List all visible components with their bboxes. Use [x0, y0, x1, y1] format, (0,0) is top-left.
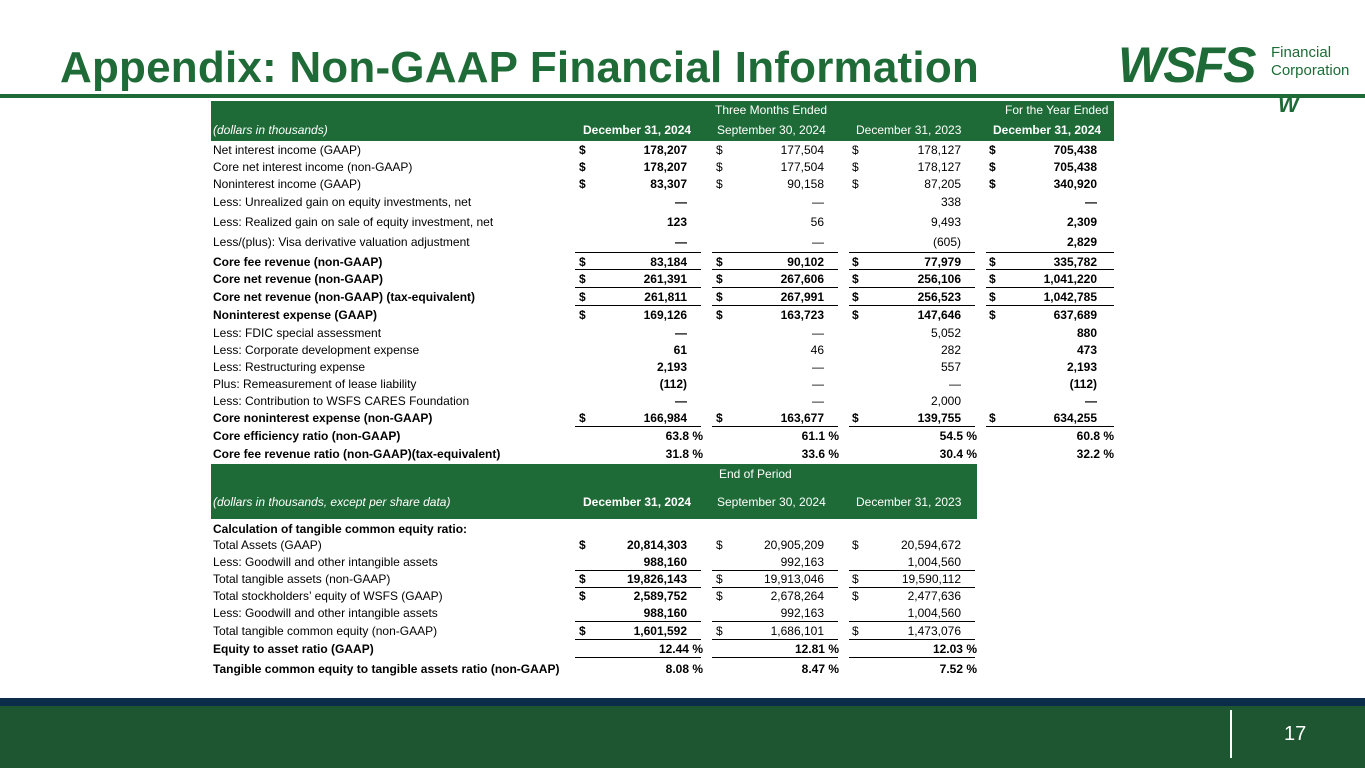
- cell-value: (605): [932, 235, 961, 249]
- total-underline: [575, 587, 701, 588]
- cell-value: —: [812, 326, 824, 340]
- currency-symbol: $: [716, 572, 723, 586]
- cell-value: 83,307: [650, 177, 687, 191]
- table-row: [211, 342, 1114, 359]
- currency-symbol: $: [716, 308, 723, 322]
- table2-units: (dollars in thousands, except per share data): [213, 495, 451, 509]
- logo-sub-corporation: Corporation: [1271, 62, 1350, 79]
- row-label: Less/(plus): Visa derivative valuation adjustment: [213, 235, 470, 249]
- cell-value: —: [675, 235, 687, 249]
- row-label: Plus: Remeasurement of lease liability: [213, 377, 417, 391]
- cell-value: 1,042,785: [1043, 290, 1097, 304]
- cell-value: 2,000: [930, 394, 961, 408]
- cell-value: 139,755: [917, 411, 961, 425]
- total-underline: [575, 570, 701, 571]
- currency-symbol: $: [989, 177, 996, 191]
- cell-value: —: [812, 394, 824, 408]
- total-underline: [986, 305, 1114, 306]
- cell-value: 1,041,220: [1043, 272, 1097, 286]
- table-row: [211, 393, 1114, 410]
- currency-symbol: $: [579, 290, 586, 304]
- currency-symbol: $: [716, 589, 723, 603]
- currency-symbol: $: [989, 255, 996, 269]
- currency-symbol: $: [716, 177, 723, 191]
- table1-units: (dollars in thousands): [213, 123, 328, 137]
- row-label: Total tangible assets (non-GAAP): [213, 572, 391, 586]
- total-underline: [575, 305, 701, 306]
- currency-symbol: $: [852, 272, 859, 286]
- cell-value: 12.44 %: [658, 642, 703, 656]
- total-underline: [575, 657, 701, 658]
- cell-value: —: [675, 394, 687, 408]
- table1-group-year: For the Year Ended: [1005, 103, 1109, 117]
- cell-value: 90,158: [787, 177, 824, 191]
- cell-value: 20,814,303: [626, 538, 687, 552]
- total-underline: [712, 587, 838, 588]
- table-row: [211, 623, 977, 640]
- cell-value: 163,677: [780, 411, 824, 425]
- total-underline: [849, 252, 975, 253]
- cell-value: 267,606: [780, 272, 824, 286]
- currency-symbol: $: [716, 160, 723, 174]
- cell-value: 77,979: [924, 255, 961, 269]
- row-label: Core fee revenue ratio (non-GAAP)(tax-equivalent): [213, 447, 501, 461]
- cell-value: 637,689: [1053, 308, 1097, 322]
- cell-value: 557: [940, 360, 961, 374]
- cell-value: 178,207: [643, 143, 687, 157]
- table-row: [211, 271, 1114, 288]
- cell-value: —: [812, 195, 824, 209]
- currency-symbol: $: [579, 272, 586, 286]
- cell-value: 2,477,636: [907, 589, 961, 603]
- cell-value: 705,438: [1053, 160, 1097, 174]
- table-row: [211, 234, 1114, 251]
- page-number: 17: [1284, 723, 1307, 745]
- table-row: [211, 641, 977, 658]
- cell-value: 20,594,672: [900, 538, 961, 552]
- total-underline: [712, 657, 838, 658]
- total-underline: [712, 426, 838, 427]
- table-row: [211, 588, 977, 605]
- cell-value: 178,127: [917, 160, 961, 174]
- currency-symbol: $: [852, 160, 859, 174]
- total-underline: [849, 657, 975, 658]
- cell-value: —: [1085, 195, 1097, 209]
- footer-band: [0, 706, 1365, 768]
- row-label: Noninterest income (GAAP): [213, 177, 362, 191]
- currency-symbol: $: [579, 589, 586, 603]
- page-title: Appendix: Non-GAAP Financial Information: [60, 43, 979, 92]
- currency-symbol: $: [852, 177, 859, 191]
- currency-symbol: $: [579, 177, 586, 191]
- row-label: Core fee revenue (non-GAAP): [213, 255, 383, 269]
- cell-value: 2,193: [1066, 360, 1097, 374]
- table1-header: [211, 101, 1114, 141]
- cell-value: 20,905,209: [763, 538, 824, 552]
- row-label: Less: Restructuring expense: [213, 360, 366, 374]
- table-row: [211, 554, 977, 571]
- currency-symbol: $: [989, 143, 996, 157]
- row-label: Tangible common equity to tangible assets ratio (non-GAAP): [213, 662, 560, 676]
- cell-value: 992,163: [780, 606, 824, 620]
- cell-value: 2,193: [656, 360, 687, 374]
- total-underline: [712, 621, 838, 622]
- table-row: [211, 176, 1114, 193]
- table2-group-end-of-period: End of Period: [719, 467, 792, 481]
- currency-symbol: $: [852, 538, 859, 552]
- cell-value: 634,255: [1053, 411, 1097, 425]
- cell-value: —: [675, 195, 687, 209]
- row-label: Less: Goodwill and other intangible assets: [213, 606, 438, 620]
- row-label: Less: Goodwill and other intangible assets: [213, 555, 438, 569]
- row-label: Noninterest expense (GAAP): [213, 308, 378, 322]
- cell-value: 147,646: [917, 308, 961, 322]
- table-row: [211, 325, 1114, 342]
- table-row: [211, 571, 977, 588]
- cell-value: 32.2 %: [1076, 447, 1114, 461]
- cell-value: 988,160: [643, 606, 687, 620]
- row-label: Total stockholders’ equity of WSFS (GAAP): [213, 589, 443, 603]
- row-label: Less: Contribution to WSFS CARES Foundation: [213, 394, 470, 408]
- table-row: [211, 214, 1114, 231]
- currency-symbol: $: [716, 538, 723, 552]
- cell-value: 282: [940, 343, 961, 357]
- cell-value: 90,102: [787, 255, 824, 269]
- table2-col-1: December 31, 2024: [583, 495, 692, 509]
- table-row: [211, 359, 1114, 376]
- cell-value: —: [812, 360, 824, 374]
- table-row: [211, 537, 977, 554]
- cell-value: 12.81 %: [794, 642, 839, 656]
- cell-value: 473: [1076, 343, 1097, 357]
- cell-value: —: [812, 235, 824, 249]
- cell-value: 177,504: [780, 143, 824, 157]
- row-label: Core noninterest expense (non-GAAP): [213, 411, 433, 425]
- cell-value: 169,126: [643, 308, 687, 322]
- cell-value: 177,504: [780, 160, 824, 174]
- logo-subtitle: [1271, 44, 1349, 80]
- currency-symbol: $: [852, 624, 859, 638]
- currency-symbol: $: [989, 290, 996, 304]
- section-label: Calculation of tangible common equity ratio:: [213, 522, 468, 536]
- cell-value: —: [812, 377, 824, 391]
- row-label: Less: Realized gain on sale of equity investment, net: [213, 215, 494, 229]
- table-row: [211, 410, 1114, 427]
- currency-symbol: $: [852, 411, 859, 425]
- total-underline: [575, 287, 701, 288]
- total-underline: [575, 426, 701, 427]
- cell-value: 335,782: [1053, 255, 1097, 269]
- currency-symbol: $: [852, 589, 859, 603]
- cell-value: 61: [673, 343, 687, 357]
- table-row: [211, 605, 977, 622]
- total-underline: [849, 426, 975, 427]
- cell-value: 261,391: [643, 272, 687, 286]
- logo-w-mark: W: [1278, 92, 1299, 117]
- currency-symbol: $: [716, 143, 723, 157]
- total-underline: [986, 252, 1114, 253]
- total-underline: [575, 639, 701, 640]
- table1-col-2: September 30, 2024: [717, 123, 826, 137]
- logo-sub-financial: Financial: [1271, 44, 1332, 61]
- cell-value: 123: [666, 215, 687, 229]
- total-underline: [712, 287, 838, 288]
- row-label: Core net revenue (non-GAAP) (tax-equivalent): [213, 290, 476, 304]
- table-row: [211, 428, 1114, 445]
- total-underline: [849, 621, 975, 622]
- cell-value: 2,678,264: [770, 589, 824, 603]
- currency-symbol: $: [852, 572, 859, 586]
- total-underline: [575, 269, 701, 270]
- cell-value: 2,829: [1066, 235, 1097, 249]
- table1-col-4: December 31, 2024: [993, 123, 1102, 137]
- cell-value: 8.47 %: [801, 662, 839, 676]
- logo-wordmark: WSFS: [1118, 37, 1255, 93]
- total-underline: [712, 252, 838, 253]
- cell-value: 1,473,076: [907, 624, 961, 638]
- currency-symbol: $: [579, 624, 586, 638]
- cell-value: 880: [1076, 326, 1097, 340]
- cell-value: —: [675, 326, 687, 340]
- cell-value: 61.1 %: [801, 429, 839, 443]
- total-underline: [849, 305, 975, 306]
- cell-value: 166,984: [643, 411, 687, 425]
- cell-value: 340,920: [1053, 177, 1097, 191]
- cell-value: 19,590,112: [901, 572, 961, 586]
- currency-symbol: $: [716, 411, 723, 425]
- cell-value: —: [949, 377, 961, 391]
- cell-value: 1,686,101: [770, 624, 824, 638]
- currency-symbol: $: [579, 308, 586, 322]
- table1-col-3: December 31, 2023: [856, 123, 962, 137]
- currency-symbol: $: [852, 308, 859, 322]
- total-underline: [712, 570, 838, 571]
- total-underline: [849, 639, 975, 640]
- row-label: Less: FDIC special assessment: [213, 326, 382, 340]
- cell-value: 163,723: [780, 308, 824, 322]
- row-label: Less: Unrealized gain on equity investments, net: [213, 195, 472, 209]
- total-underline: [986, 287, 1114, 288]
- cell-value: 83,184: [650, 255, 687, 269]
- cell-value: —: [1085, 394, 1097, 408]
- cell-value: 178,207: [643, 160, 687, 174]
- cell-value: 19,826,143: [626, 572, 687, 586]
- currency-symbol: $: [579, 143, 586, 157]
- currency-symbol: $: [852, 290, 859, 304]
- cell-value: 9,493: [930, 215, 961, 229]
- cell-value: 46: [810, 343, 824, 357]
- table-row: [211, 289, 1114, 306]
- table2-col-3: December 31, 2023: [856, 495, 962, 509]
- total-underline: [712, 269, 838, 270]
- currency-symbol: $: [579, 411, 586, 425]
- cell-value: 54.5 %: [939, 429, 977, 443]
- table-row: [211, 307, 1114, 324]
- cell-value: 7.52 %: [939, 662, 977, 676]
- currency-symbol: $: [579, 538, 586, 552]
- cell-value: 1,601,592: [633, 624, 687, 638]
- cell-value: 56: [810, 215, 824, 229]
- currency-symbol: $: [989, 411, 996, 425]
- cell-value: 256,106: [917, 272, 961, 286]
- row-label: Less: Corporate development expense: [213, 343, 420, 357]
- row-label: Core efficiency ratio (non-GAAP): [213, 429, 401, 443]
- cell-value: 2,309: [1066, 215, 1097, 229]
- cell-value: 12.03 %: [932, 642, 977, 656]
- cell-value: 33.6 %: [801, 447, 839, 461]
- wsfs-logo: [1118, 37, 1350, 120]
- cell-value: 5,052: [930, 326, 961, 340]
- cell-value: 256,523: [917, 290, 961, 304]
- currency-symbol: $: [852, 143, 859, 157]
- total-underline: [849, 287, 975, 288]
- currency-symbol: $: [579, 572, 586, 586]
- currency-symbol: $: [852, 255, 859, 269]
- total-underline: [712, 305, 838, 306]
- cell-value: 338: [940, 195, 961, 209]
- total-underline: [849, 587, 975, 588]
- cell-value: 63.8 %: [665, 429, 703, 443]
- table-row: [211, 376, 1114, 393]
- row-label: Core net revenue (non-GAAP): [213, 272, 384, 286]
- cell-value: 30.4 %: [939, 447, 977, 461]
- row-label: Core net interest income (non-GAAP): [213, 160, 413, 174]
- cell-value: (112): [659, 377, 687, 391]
- currency-symbol: $: [989, 160, 996, 174]
- total-underline: [986, 269, 1114, 270]
- cell-value: (112): [1069, 377, 1097, 391]
- cell-value: 267,991: [780, 290, 824, 304]
- total-underline: [849, 570, 975, 571]
- cell-value: 2,589,752: [633, 589, 687, 603]
- cell-value: 1,004,560: [907, 555, 961, 569]
- table1-group-three-months: Three Months Ended: [715, 103, 828, 117]
- cell-value: 8.08 %: [665, 662, 703, 676]
- table1-col-1: December 31, 2024: [583, 123, 692, 137]
- total-underline: [575, 621, 701, 622]
- total-underline: [575, 252, 701, 253]
- currency-symbol: $: [716, 290, 723, 304]
- cell-value: 19,913,046: [763, 572, 824, 586]
- row-label: Total tangible common equity (non-GAAP): [213, 624, 438, 638]
- row-label: Net interest income (GAAP): [213, 143, 362, 157]
- total-underline: [986, 426, 1114, 427]
- currency-symbol: $: [716, 255, 723, 269]
- cell-value: 988,160: [643, 555, 687, 569]
- currency-symbol: $: [579, 255, 586, 269]
- cell-value: 1,004,560: [907, 606, 961, 620]
- table-row: [211, 446, 1114, 463]
- footer-band-top: [0, 698, 1365, 706]
- table-row: [211, 159, 1114, 176]
- cell-value: 31.8 %: [665, 447, 703, 461]
- table-row: [211, 194, 1114, 211]
- total-underline: [712, 639, 838, 640]
- footer-divider: [1230, 710, 1232, 758]
- cell-value: 178,127: [917, 143, 961, 157]
- cell-value: 87,205: [924, 177, 961, 191]
- total-underline: [849, 269, 975, 270]
- table-row: [211, 142, 1114, 159]
- currency-symbol: $: [989, 272, 996, 286]
- table2-header: [211, 464, 977, 519]
- currency-symbol: $: [579, 160, 586, 174]
- table2-col-2: September 30, 2024: [717, 495, 826, 509]
- cell-value: 992,163: [780, 555, 824, 569]
- cell-value: 60.8 %: [1076, 429, 1114, 443]
- cell-value: 705,438: [1053, 143, 1097, 157]
- table-row: [211, 661, 977, 678]
- cell-value: 261,811: [644, 290, 687, 304]
- currency-symbol: $: [989, 308, 996, 322]
- currency-symbol: $: [716, 624, 723, 638]
- row-label: Equity to asset ratio (GAAP): [213, 642, 374, 656]
- row-label: Total Assets (GAAP): [213, 538, 322, 552]
- currency-symbol: $: [716, 272, 723, 286]
